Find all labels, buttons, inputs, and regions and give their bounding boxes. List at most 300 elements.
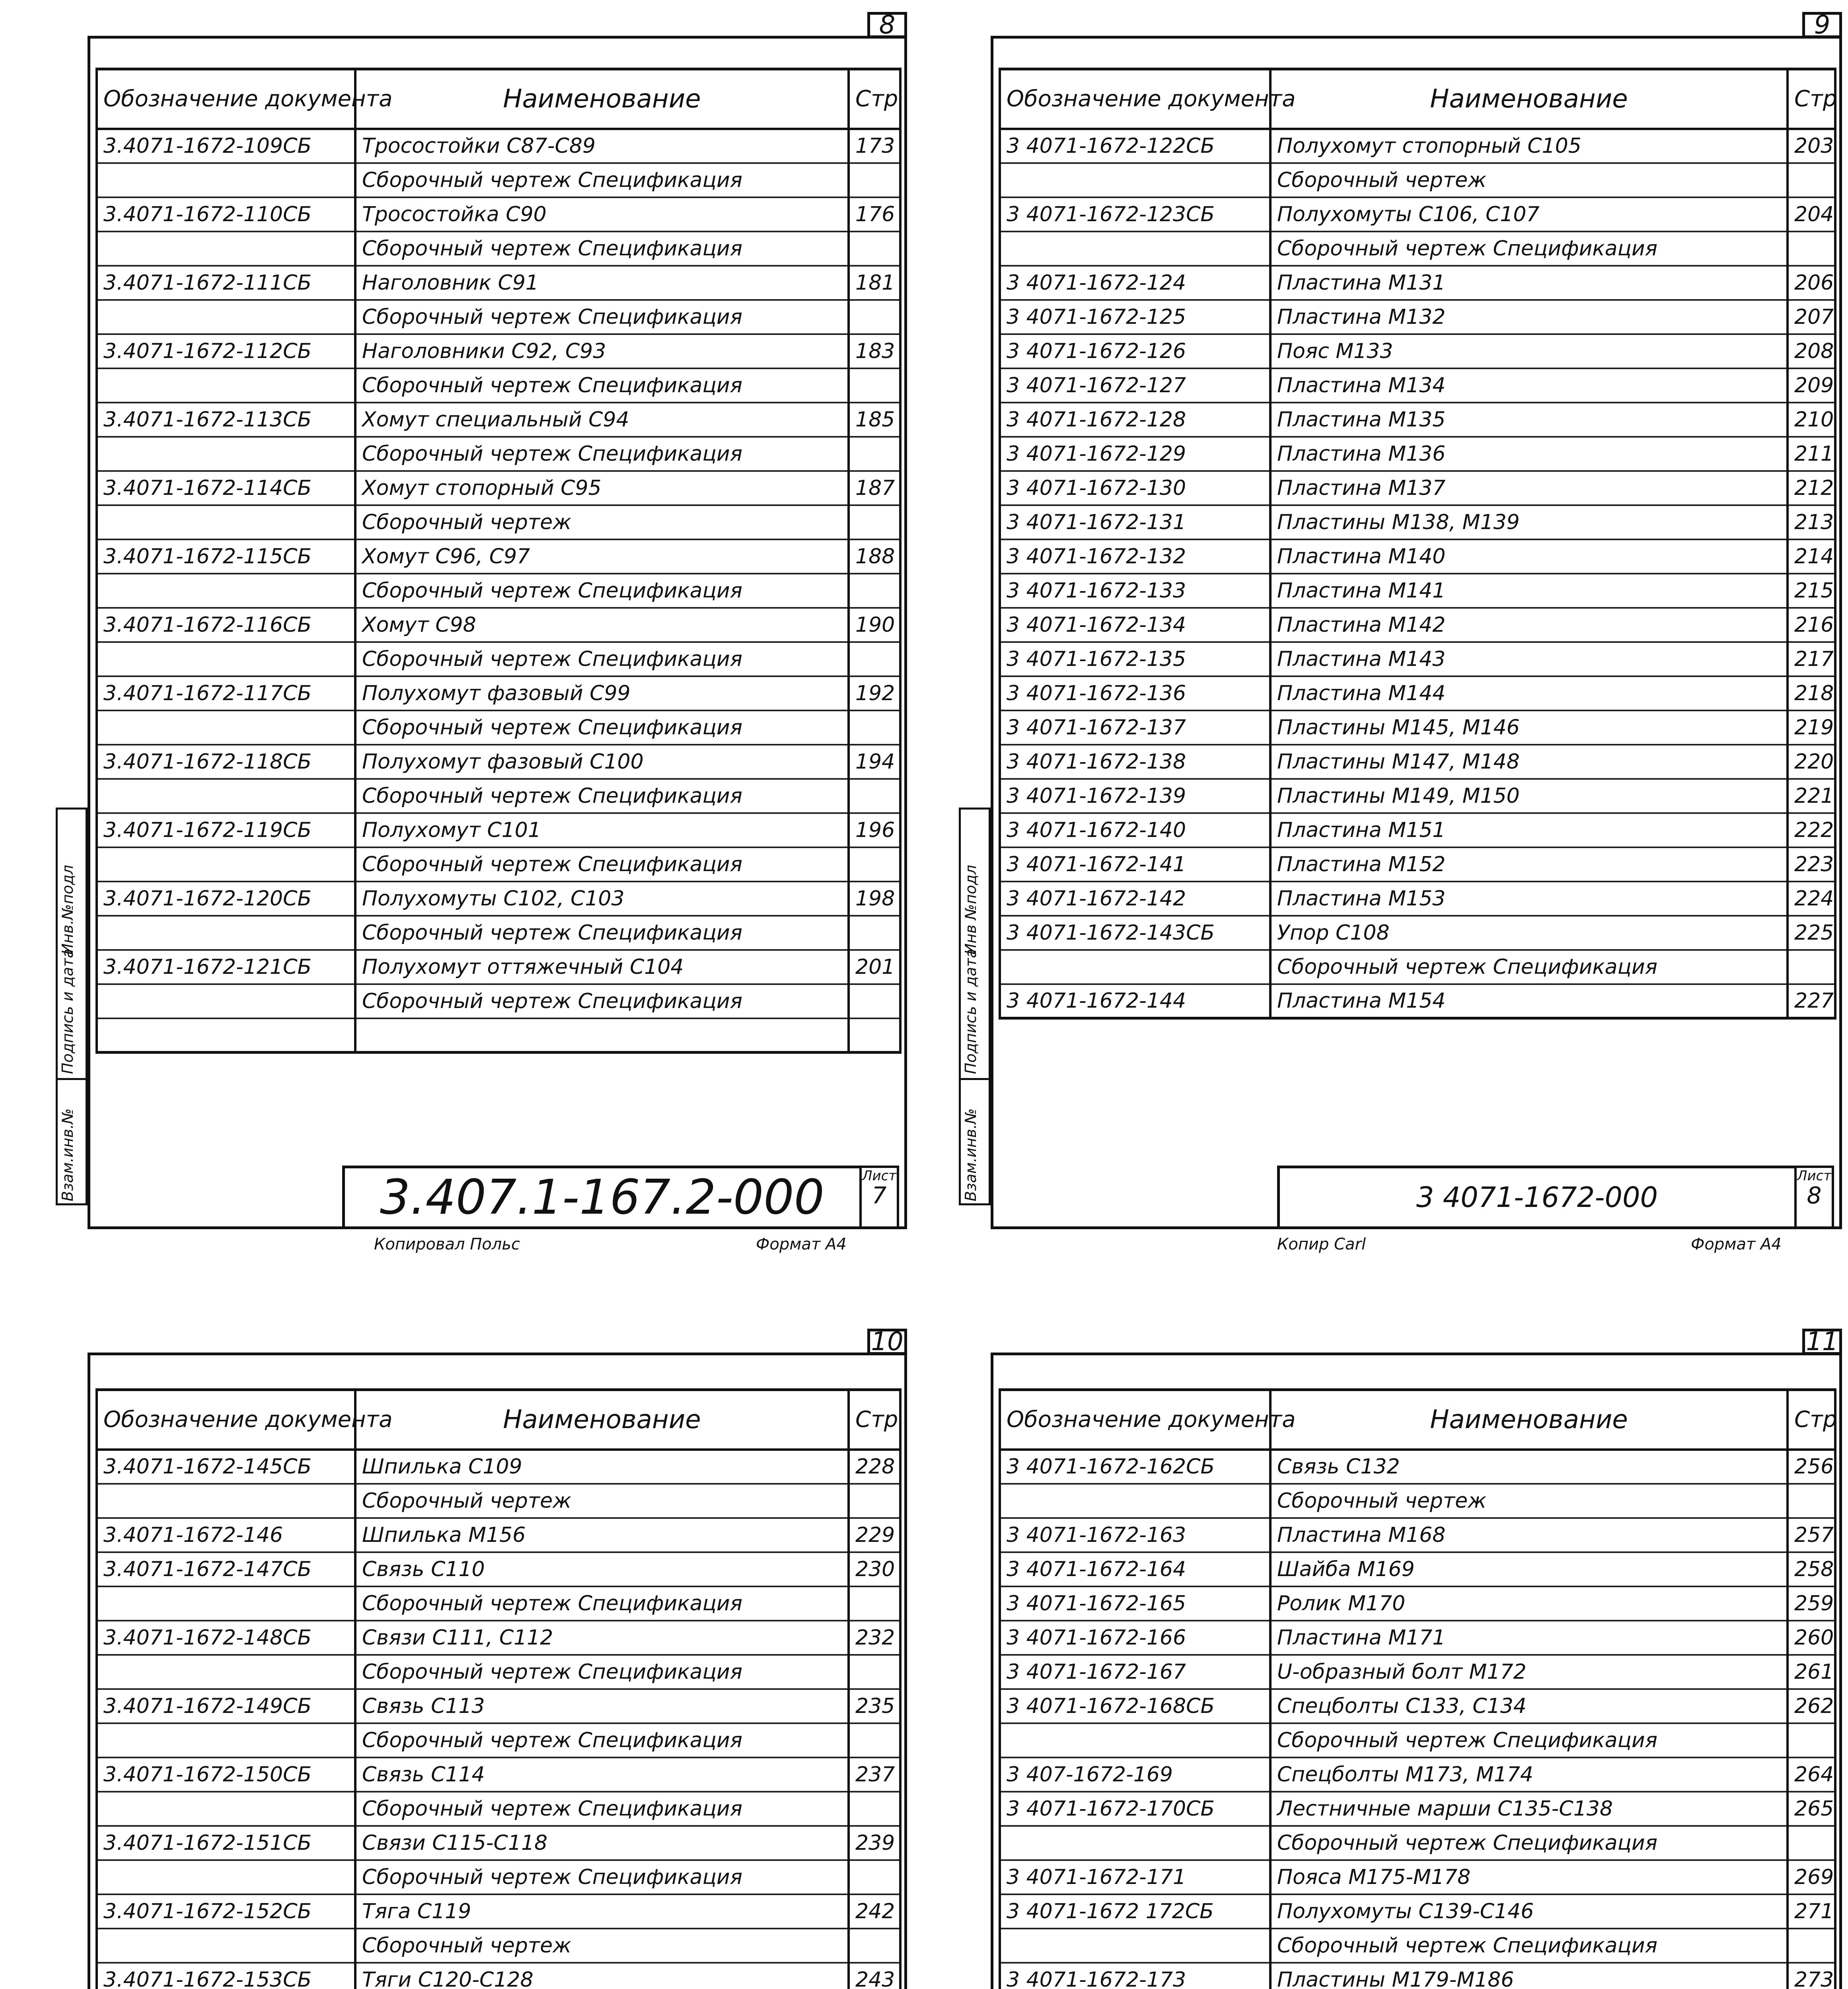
row-designation: 3.4071-1672-146 (97, 1518, 355, 1552)
row-designation: 3.4071-1672-147СБ (97, 1552, 355, 1586)
row-designation: 3 4071-1672-140 (1000, 813, 1270, 847)
table-row (1000, 129, 1835, 163)
row-designation: 3 4071-1672-165 (1000, 1586, 1270, 1621)
row-name: Сборочный чертеж Спецификация (355, 710, 849, 745)
table-row (1000, 1757, 1835, 1792)
row-designation: 3 4071-1672-135 (1000, 642, 1270, 676)
row-page: 228 (849, 1450, 900, 1484)
row-page (849, 232, 900, 266)
row-name: Сборочный чертеж Спецификация (355, 1860, 849, 1894)
row-name: Пластина М131 (1270, 266, 1788, 300)
row-page: 198 (849, 882, 900, 916)
table-row (1000, 1894, 1835, 1929)
row-designation: 3.4071-1672-110СБ (97, 197, 355, 232)
row-page: 230 (849, 1552, 900, 1586)
table-row (97, 1552, 900, 1586)
row-designation: 3 4071-1672-127 (1000, 368, 1270, 403)
row-name: Сборочный чертеж Спецификация (355, 847, 849, 882)
row-name: Сборочный чертеж Спецификация (355, 300, 849, 334)
row-page: 217 (1788, 642, 1835, 676)
row-designation (97, 642, 355, 676)
contents-table (999, 68, 1836, 1020)
row-designation: 3.4071-1672-152СБ (97, 1894, 355, 1929)
row-designation: 3 4071-1672-167 (1000, 1655, 1270, 1689)
row-designation (1000, 1723, 1270, 1757)
table-header (1000, 1390, 1835, 1450)
row-page (1788, 163, 1835, 197)
table-row (97, 163, 900, 197)
row-page: 188 (849, 539, 900, 574)
row-name: Пластина М136 (1270, 437, 1788, 471)
signature-divider (959, 1078, 991, 1080)
row-page (849, 505, 900, 539)
table-header (97, 1390, 900, 1450)
table-row (97, 642, 900, 676)
header-name: Наименование (355, 1390, 849, 1450)
row-name: Пластина М134 (1270, 368, 1788, 403)
sheet-list-box (1794, 1166, 1834, 1229)
table-row (1000, 1552, 1835, 1586)
row-designation: 3 4071-1672-142 (1000, 882, 1270, 916)
row-name: Пластина М137 (1270, 471, 1788, 505)
header-page: Стр (1788, 1390, 1835, 1450)
row-name: Связи С115-С118 (355, 1826, 849, 1860)
row-page: 210 (1788, 403, 1835, 437)
row-designation: 3 4071-1672-143СБ (1000, 916, 1270, 950)
table-row (97, 676, 900, 710)
row-designation: 3 4071-1672-128 (1000, 403, 1270, 437)
row-designation: 3 4071-1672-122СБ (1000, 129, 1270, 163)
table-row (1000, 1586, 1835, 1621)
row-page: 261 (1788, 1655, 1835, 1689)
row-designation: 3.4071-1672-148СБ (97, 1621, 355, 1655)
row-name: Пластина М171 (1270, 1621, 1788, 1655)
row-designation (97, 916, 355, 950)
table-row (1000, 232, 1835, 266)
row-designation (97, 1723, 355, 1757)
row-name: Пластина М168 (1270, 1518, 1788, 1552)
table-row (97, 1450, 900, 1484)
row-designation: 3.4071-1672-115СБ (97, 539, 355, 574)
document-code-stamp: 3.407.1-167.2-000 (342, 1166, 859, 1229)
row-designation (97, 300, 355, 334)
table-row (97, 437, 900, 471)
row-page: 194 (849, 745, 900, 779)
row-name: Полухомуты С102, С103 (355, 882, 849, 916)
row-designation: 3 4071-1672-123СБ (1000, 197, 1270, 232)
row-name: Полухомут стопорный С105 (1270, 129, 1788, 163)
row-designation: 3 4071-1672-131 (1000, 505, 1270, 539)
row-name: Сборочный чертеж (1270, 163, 1788, 197)
row-name: Связь С113 (355, 1689, 849, 1723)
row-page: 201 (849, 950, 900, 984)
table-row (1000, 642, 1835, 676)
row-designation (97, 1586, 355, 1621)
table-row (97, 1860, 900, 1894)
table-row (97, 1929, 900, 1963)
row-page: 221 (1788, 779, 1835, 813)
table-row (97, 232, 900, 266)
row-name: Пластины М138, М139 (1270, 505, 1788, 539)
row-page (1788, 1723, 1835, 1757)
row-designation (97, 710, 355, 745)
row-name: Сборочный чертеж Спецификация (1270, 1826, 1788, 1860)
table-row (1000, 1860, 1835, 1894)
table-row (1000, 608, 1835, 642)
row-name: Пластина М141 (1270, 574, 1788, 608)
table-row (1000, 1484, 1835, 1518)
row-designation (97, 163, 355, 197)
row-name: Сборочный чертеж (355, 1484, 849, 1518)
row-page (849, 642, 900, 676)
signature-divider (56, 1078, 88, 1080)
signature-field-label: Подпись и дата (59, 949, 76, 1074)
table-row (97, 1586, 900, 1621)
table-row (97, 950, 900, 984)
table-row (97, 916, 900, 950)
row-name: Сборочный чертеж Спецификация (355, 232, 849, 266)
table-row (97, 984, 900, 1018)
row-name: Сборочный чертеж Спецификация (1270, 950, 1788, 984)
row-designation: 3 4071-1672-132 (1000, 539, 1270, 574)
contents-table (95, 1388, 902, 1989)
row-name: Пластина М154 (1270, 984, 1788, 1018)
table-row (1000, 847, 1835, 882)
row-page: 218 (1788, 676, 1835, 710)
header-designation: Обозначение документа (97, 1390, 355, 1450)
row-page: 273 (1788, 1963, 1835, 1989)
row-name: Сборочный чертеж (355, 1929, 849, 1963)
row-designation (97, 984, 355, 1018)
table-row (97, 813, 900, 847)
row-page (849, 437, 900, 471)
row-designation: 3 4071-1672-171 (1000, 1860, 1270, 1894)
table-row (1000, 266, 1835, 300)
page-number: 11 (1802, 1329, 1842, 1355)
row-designation: 3 407-1672-169 (1000, 1757, 1270, 1792)
row-page: 269 (1788, 1860, 1835, 1894)
row-page: 192 (849, 676, 900, 710)
table-row (1000, 471, 1835, 505)
header-page: Стр (849, 1390, 900, 1450)
row-name: Шпилька М156 (355, 1518, 849, 1552)
row-designation: 3 4071-1672-126 (1000, 334, 1270, 368)
row-name: Сборочный чертеж Спецификация (355, 779, 849, 813)
table-row (1000, 300, 1835, 334)
row-designation (97, 1018, 355, 1053)
row-designation: 3.4071-1672-112СБ (97, 334, 355, 368)
row-name (355, 1018, 849, 1053)
table-row (97, 266, 900, 300)
list-label: Лист (862, 1168, 897, 1184)
sheet-9 (939, 12, 1842, 1285)
row-designation (97, 232, 355, 266)
row-name: Шпилька С109 (355, 1450, 849, 1484)
table-header (97, 69, 900, 129)
row-name: Наголовник С91 (355, 266, 849, 300)
row-name: Спецболты С133, С134 (1270, 1689, 1788, 1723)
row-name: Пластина М132 (1270, 300, 1788, 334)
row-designation (97, 1792, 355, 1826)
row-name: Наголовники С92, С93 (355, 334, 849, 368)
footer-format: Формат А4 (1691, 1235, 1782, 1253)
row-page (849, 916, 900, 950)
page-number: 8 (867, 12, 907, 38)
table-row (97, 197, 900, 232)
row-name: Сборочный чертеж (1270, 1484, 1788, 1518)
row-name: Тросостойка С90 (355, 197, 849, 232)
row-page (1788, 950, 1835, 984)
table-row (97, 1484, 900, 1518)
row-page (849, 1586, 900, 1621)
row-name: Сборочный чертеж Спецификация (355, 1792, 849, 1826)
header-designation: Обозначение документа (97, 69, 355, 129)
row-designation: 3.4071-1672-153СБ (97, 1963, 355, 1989)
table-row (1000, 1621, 1835, 1655)
row-page: 243 (849, 1963, 900, 1989)
row-designation: 3 4071-1672-134 (1000, 608, 1270, 642)
row-designation: 3 4071-1672-141 (1000, 847, 1270, 882)
table-row (97, 1018, 900, 1053)
row-page: 222 (1788, 813, 1835, 847)
row-designation: 3.4071-1672-149СБ (97, 1689, 355, 1723)
row-name: Тяга С119 (355, 1894, 849, 1929)
row-page: 216 (1788, 608, 1835, 642)
table-row (97, 1518, 900, 1552)
table-row (1000, 813, 1835, 847)
row-designation: 3 4071-1672-166 (1000, 1621, 1270, 1655)
row-page (1788, 232, 1835, 266)
sheet-8 (12, 12, 923, 1285)
row-designation (1000, 1484, 1270, 1518)
row-name: Ролик М170 (1270, 1586, 1788, 1621)
row-designation: 3 4071-1672-133 (1000, 574, 1270, 608)
table-row (1000, 334, 1835, 368)
row-name: Сборочный чертеж Спецификация (355, 437, 849, 471)
row-name: Пластина М144 (1270, 676, 1788, 710)
row-page: 185 (849, 403, 900, 437)
row-name: Пластина М151 (1270, 813, 1788, 847)
row-name: Хомут стопорный С95 (355, 471, 849, 505)
footer-copied: Копировал Польс (374, 1235, 520, 1253)
row-designation (97, 1655, 355, 1689)
row-designation: 3 4071-1672 172СБ (1000, 1894, 1270, 1929)
table-row (1000, 676, 1835, 710)
row-name: U-образный болт М172 (1270, 1655, 1788, 1689)
row-page: 181 (849, 266, 900, 300)
row-page (849, 1484, 900, 1518)
row-page: 257 (1788, 1518, 1835, 1552)
row-page (1788, 1826, 1835, 1860)
row-name: Сборочный чертеж Спецификация (355, 1723, 849, 1757)
row-page: 203 (1788, 129, 1835, 163)
header-page: Стр (849, 69, 900, 129)
row-name: Тросостойки С87-С89 (355, 129, 849, 163)
row-name: Пластины М147, М148 (1270, 745, 1788, 779)
table-row (1000, 197, 1835, 232)
row-page: 183 (849, 334, 900, 368)
table-row (1000, 163, 1835, 197)
table-row (1000, 1963, 1835, 1989)
table-row (97, 403, 900, 437)
row-name: Сборочный чертеж Спецификация (1270, 232, 1788, 266)
table-row (1000, 368, 1835, 403)
row-designation (1000, 163, 1270, 197)
list-number: 7 (872, 1182, 887, 1209)
row-name: Лестничные марши С135-С138 (1270, 1792, 1788, 1826)
row-page: 215 (1788, 574, 1835, 608)
table-row (97, 608, 900, 642)
row-designation: 3 4071-1672-162СБ (1000, 1450, 1270, 1484)
table-row (1000, 710, 1835, 745)
table-row (1000, 574, 1835, 608)
row-name: Пластина М135 (1270, 403, 1788, 437)
row-designation (97, 1860, 355, 1894)
row-page (849, 1655, 900, 1689)
row-designation: 3 4071-1672-173 (1000, 1963, 1270, 1989)
sheet-10 (12, 1329, 923, 1989)
row-name: Пластины М145, М146 (1270, 710, 1788, 745)
row-page (849, 1929, 900, 1963)
row-page (849, 847, 900, 882)
row-designation: 3 4071-1672-168СБ (1000, 1689, 1270, 1723)
row-page (849, 1860, 900, 1894)
row-page (849, 368, 900, 403)
table-row (1000, 1655, 1835, 1689)
table-row (97, 1621, 900, 1655)
row-designation: 3 4071-1672-170СБ (1000, 1792, 1270, 1826)
row-name: Сборочный чертеж Спецификация (355, 642, 849, 676)
row-page: 259 (1788, 1586, 1835, 1621)
row-page: 220 (1788, 745, 1835, 779)
table-row (97, 1792, 900, 1826)
table-row (97, 1689, 900, 1723)
signature-field-label: Инв №подл (962, 865, 979, 955)
row-name: Сборочный чертеж Спецификация (355, 1586, 849, 1621)
row-page (849, 1792, 900, 1826)
row-designation: 3.4071-1672-117СБ (97, 676, 355, 710)
row-page (1788, 1929, 1835, 1963)
table-row (1000, 882, 1835, 916)
row-page (849, 1723, 900, 1757)
table-row (97, 1894, 900, 1929)
table-row (97, 574, 900, 608)
table-row (97, 779, 900, 813)
row-designation: 3.4071-1672-118СБ (97, 745, 355, 779)
row-page (849, 300, 900, 334)
row-name: Пластины М149, М150 (1270, 779, 1788, 813)
row-name: Спецболты М173, М174 (1270, 1757, 1788, 1792)
row-page: 262 (1788, 1689, 1835, 1723)
row-name: Сборочный чертеж Спецификация (355, 1655, 849, 1689)
row-name: Пластины М179-М186 (1270, 1963, 1788, 1989)
row-designation: 3.4071-1672-113СБ (97, 403, 355, 437)
row-page: 242 (849, 1894, 900, 1929)
table-row (1000, 1723, 1835, 1757)
row-designation: 3 4071-1672-164 (1000, 1552, 1270, 1586)
row-name: Пластина М142 (1270, 608, 1788, 642)
row-designation: 3 4071-1672-163 (1000, 1518, 1270, 1552)
table-row (97, 129, 900, 163)
row-page (849, 710, 900, 745)
row-page: 258 (1788, 1552, 1835, 1586)
row-page: 212 (1788, 471, 1835, 505)
row-designation: 3.4071-1672-119СБ (97, 813, 355, 847)
row-page (1788, 1484, 1835, 1518)
table-row (97, 1723, 900, 1757)
table-row (97, 1826, 900, 1860)
row-page: 213 (1788, 505, 1835, 539)
header-name: Наименование (1270, 1390, 1788, 1450)
table-row (1000, 1689, 1835, 1723)
row-designation: 3 4071-1672-139 (1000, 779, 1270, 813)
row-designation: 3.4071-1672-116СБ (97, 608, 355, 642)
row-designation: 3 4071-1672-125 (1000, 300, 1270, 334)
table-row (97, 1655, 900, 1689)
row-designation: 3 4071-1672-130 (1000, 471, 1270, 505)
row-designation: 3.4071-1672-111СБ (97, 266, 355, 300)
row-page (849, 984, 900, 1018)
table-header (1000, 69, 1835, 129)
page-number: 9 (1802, 12, 1842, 38)
row-page: 232 (849, 1621, 900, 1655)
sheet-list-box (859, 1166, 899, 1229)
row-designation: 3.4071-1672-121СБ (97, 950, 355, 984)
row-page: 214 (1788, 539, 1835, 574)
row-name: Сборочный чертеж Спецификация (1270, 1723, 1788, 1757)
row-name: Хомут специальный С94 (355, 403, 849, 437)
row-name: Сборочный чертеж Спецификация (355, 574, 849, 608)
row-page: 211 (1788, 437, 1835, 471)
table-row (97, 300, 900, 334)
row-page: 235 (849, 1689, 900, 1723)
row-name: Сборочный чертеж Спецификация (355, 368, 849, 403)
row-page: 204 (1788, 197, 1835, 232)
row-name: Пояс М133 (1270, 334, 1788, 368)
signature-field-label: Взам.инв.№ (59, 1108, 76, 1201)
row-designation (1000, 232, 1270, 266)
row-page: 176 (849, 197, 900, 232)
row-name: Пластина М153 (1270, 882, 1788, 916)
row-page: 256 (1788, 1450, 1835, 1484)
row-page (849, 163, 900, 197)
footer-copied: Копир Carl (1277, 1235, 1366, 1253)
row-page: 190 (849, 608, 900, 642)
row-designation (97, 1929, 355, 1963)
table-row (1000, 1929, 1835, 1963)
header-designation: Обозначение документа (1000, 1390, 1270, 1450)
row-page (849, 779, 900, 813)
row-page (849, 1018, 900, 1053)
row-page: 260 (1788, 1621, 1835, 1655)
row-page: 265 (1788, 1792, 1835, 1826)
row-designation: 3.4071-1672-114СБ (97, 471, 355, 505)
row-name: Полухомут фазовый С99 (355, 676, 849, 710)
row-name: Тяги С120-С128 (355, 1963, 849, 1989)
table-row (97, 1757, 900, 1792)
row-name: Связи С111, С112 (355, 1621, 849, 1655)
row-designation (97, 368, 355, 403)
row-name: Полухомуты С106, С107 (1270, 197, 1788, 232)
table-row (97, 1963, 900, 1989)
row-designation (97, 779, 355, 813)
row-designation: 3.4071-1672-145СБ (97, 1450, 355, 1484)
table-row (1000, 437, 1835, 471)
row-designation: 3 4071-1672-144 (1000, 984, 1270, 1018)
table-row (97, 334, 900, 368)
row-designation: 3 4071-1672-137 (1000, 710, 1270, 745)
row-name: Сборочный чертеж (355, 505, 849, 539)
